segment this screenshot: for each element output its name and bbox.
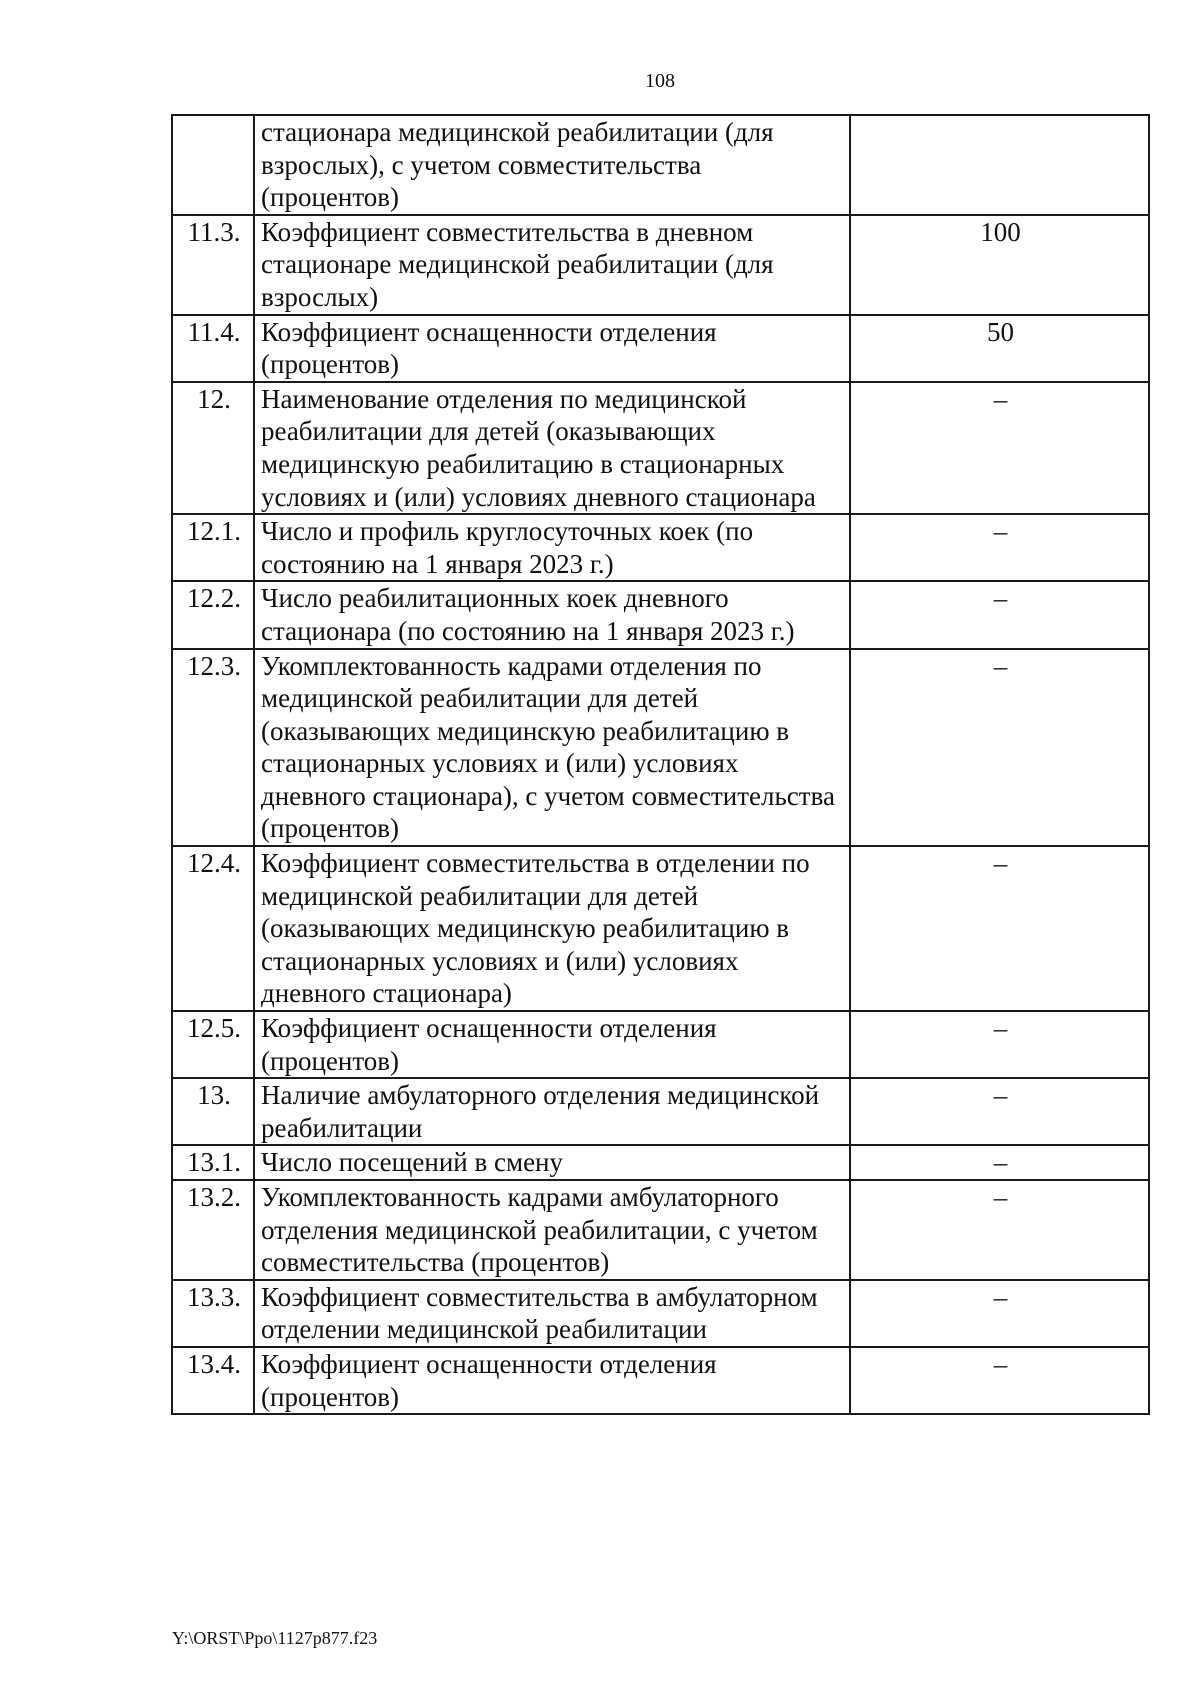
row-value: –: [850, 1280, 1149, 1347]
row-number: 11.4.: [172, 315, 254, 382]
row-description: Коэффициент совместительства в дневном стационаре медицинской реабилитации (для взрослых): [254, 215, 850, 315]
row-value: –: [850, 514, 1149, 581]
row-value: –: [850, 1347, 1149, 1414]
row-description: Коэффициент оснащенности отделения (процентов): [254, 1011, 850, 1078]
row-value: –: [850, 649, 1149, 847]
row-value: [850, 115, 1149, 215]
row-number: 13.3.: [172, 1280, 254, 1347]
table-row: [172, 215, 1149, 315]
row-description: Наименование отделения по медицинской реабилитации для детей (оказывающих медицинскую реабилитацию в стационарных условиях и (или) условиях дневного стационара: [254, 382, 850, 514]
row-description: Коэффициент совместительства в отделении по медицинской реабилитации для детей (оказывающих медицинскую реабилитацию в стационарных условиях и (или) условиях дневного стационара): [254, 846, 850, 1011]
row-value: 50: [850, 315, 1149, 382]
row-description: Укомплектованность кадрами отделения по медицинской реабилитации для детей (оказывающих медицинскую реабилитацию в стационарных условиях и (или) условиях дневного стационара), с учетом совместительства (процентов): [254, 649, 850, 847]
table-row: [172, 382, 1149, 514]
row-number: 13.1.: [172, 1145, 254, 1180]
row-description: Укомплектованность кадрами амбулаторного отделения медицинской реабилитации, с учетом совместительства (процентов): [254, 1180, 850, 1280]
table-row: [172, 1078, 1149, 1145]
row-number: 13.4.: [172, 1347, 254, 1414]
table-row: [172, 514, 1149, 581]
row-description: Коэффициент оснащенности отделения (процентов): [254, 1347, 850, 1414]
page-number: 108: [645, 70, 675, 92]
row-value: 100: [850, 215, 1149, 315]
row-description: Коэффициент оснащенности отделения (процентов): [254, 315, 850, 382]
row-value: –: [850, 382, 1149, 514]
row-description: Число и профиль круглосуточных коек (по состоянию на 1 января 2023 г.): [254, 514, 850, 581]
row-description: Число посещений в смену: [254, 1145, 850, 1180]
row-number: 12.5.: [172, 1011, 254, 1078]
row-number: [172, 115, 254, 215]
row-value: –: [850, 846, 1149, 1011]
row-value: –: [850, 1011, 1149, 1078]
table-row: [172, 315, 1149, 382]
table-row: [172, 1145, 1149, 1180]
row-number: 12.1.: [172, 514, 254, 581]
table-row: [172, 1280, 1149, 1347]
row-number: 11.3.: [172, 215, 254, 315]
row-number: 12.2.: [172, 581, 254, 648]
row-value: –: [850, 581, 1149, 648]
footer-file-path: Y:\ORST\Ppo\1127p877.f23: [172, 1628, 378, 1648]
row-value: –: [850, 1078, 1149, 1145]
row-number: 12.4.: [172, 846, 254, 1011]
table-row: [172, 115, 1149, 215]
table-row: [172, 1180, 1149, 1280]
row-description: Число реабилитационных коек дневного стационара (по состоянию на 1 января 2023 г.): [254, 581, 850, 648]
row-value: –: [850, 1180, 1149, 1280]
table-row: [172, 846, 1149, 1011]
table-row: [172, 1011, 1149, 1078]
row-description: Коэффициент совместительства в амбулаторном отделении медицинской реабилитации: [254, 1280, 850, 1347]
row-description: стационара медицинской реабилитации (для взрослых), с учетом совместительства (процентов): [254, 115, 850, 215]
row-description: Наличие амбулаторного отделения медицинской реабилитации: [254, 1078, 850, 1145]
table-row: [172, 581, 1149, 648]
row-number: 12.: [172, 382, 254, 514]
table-row: [172, 649, 1149, 847]
row-number: 13.: [172, 1078, 254, 1145]
row-number: 13.2.: [172, 1180, 254, 1280]
indicator-table: [171, 114, 1150, 1415]
row-value: –: [850, 1145, 1149, 1180]
table-row: [172, 1347, 1149, 1414]
row-number: 12.3.: [172, 649, 254, 847]
